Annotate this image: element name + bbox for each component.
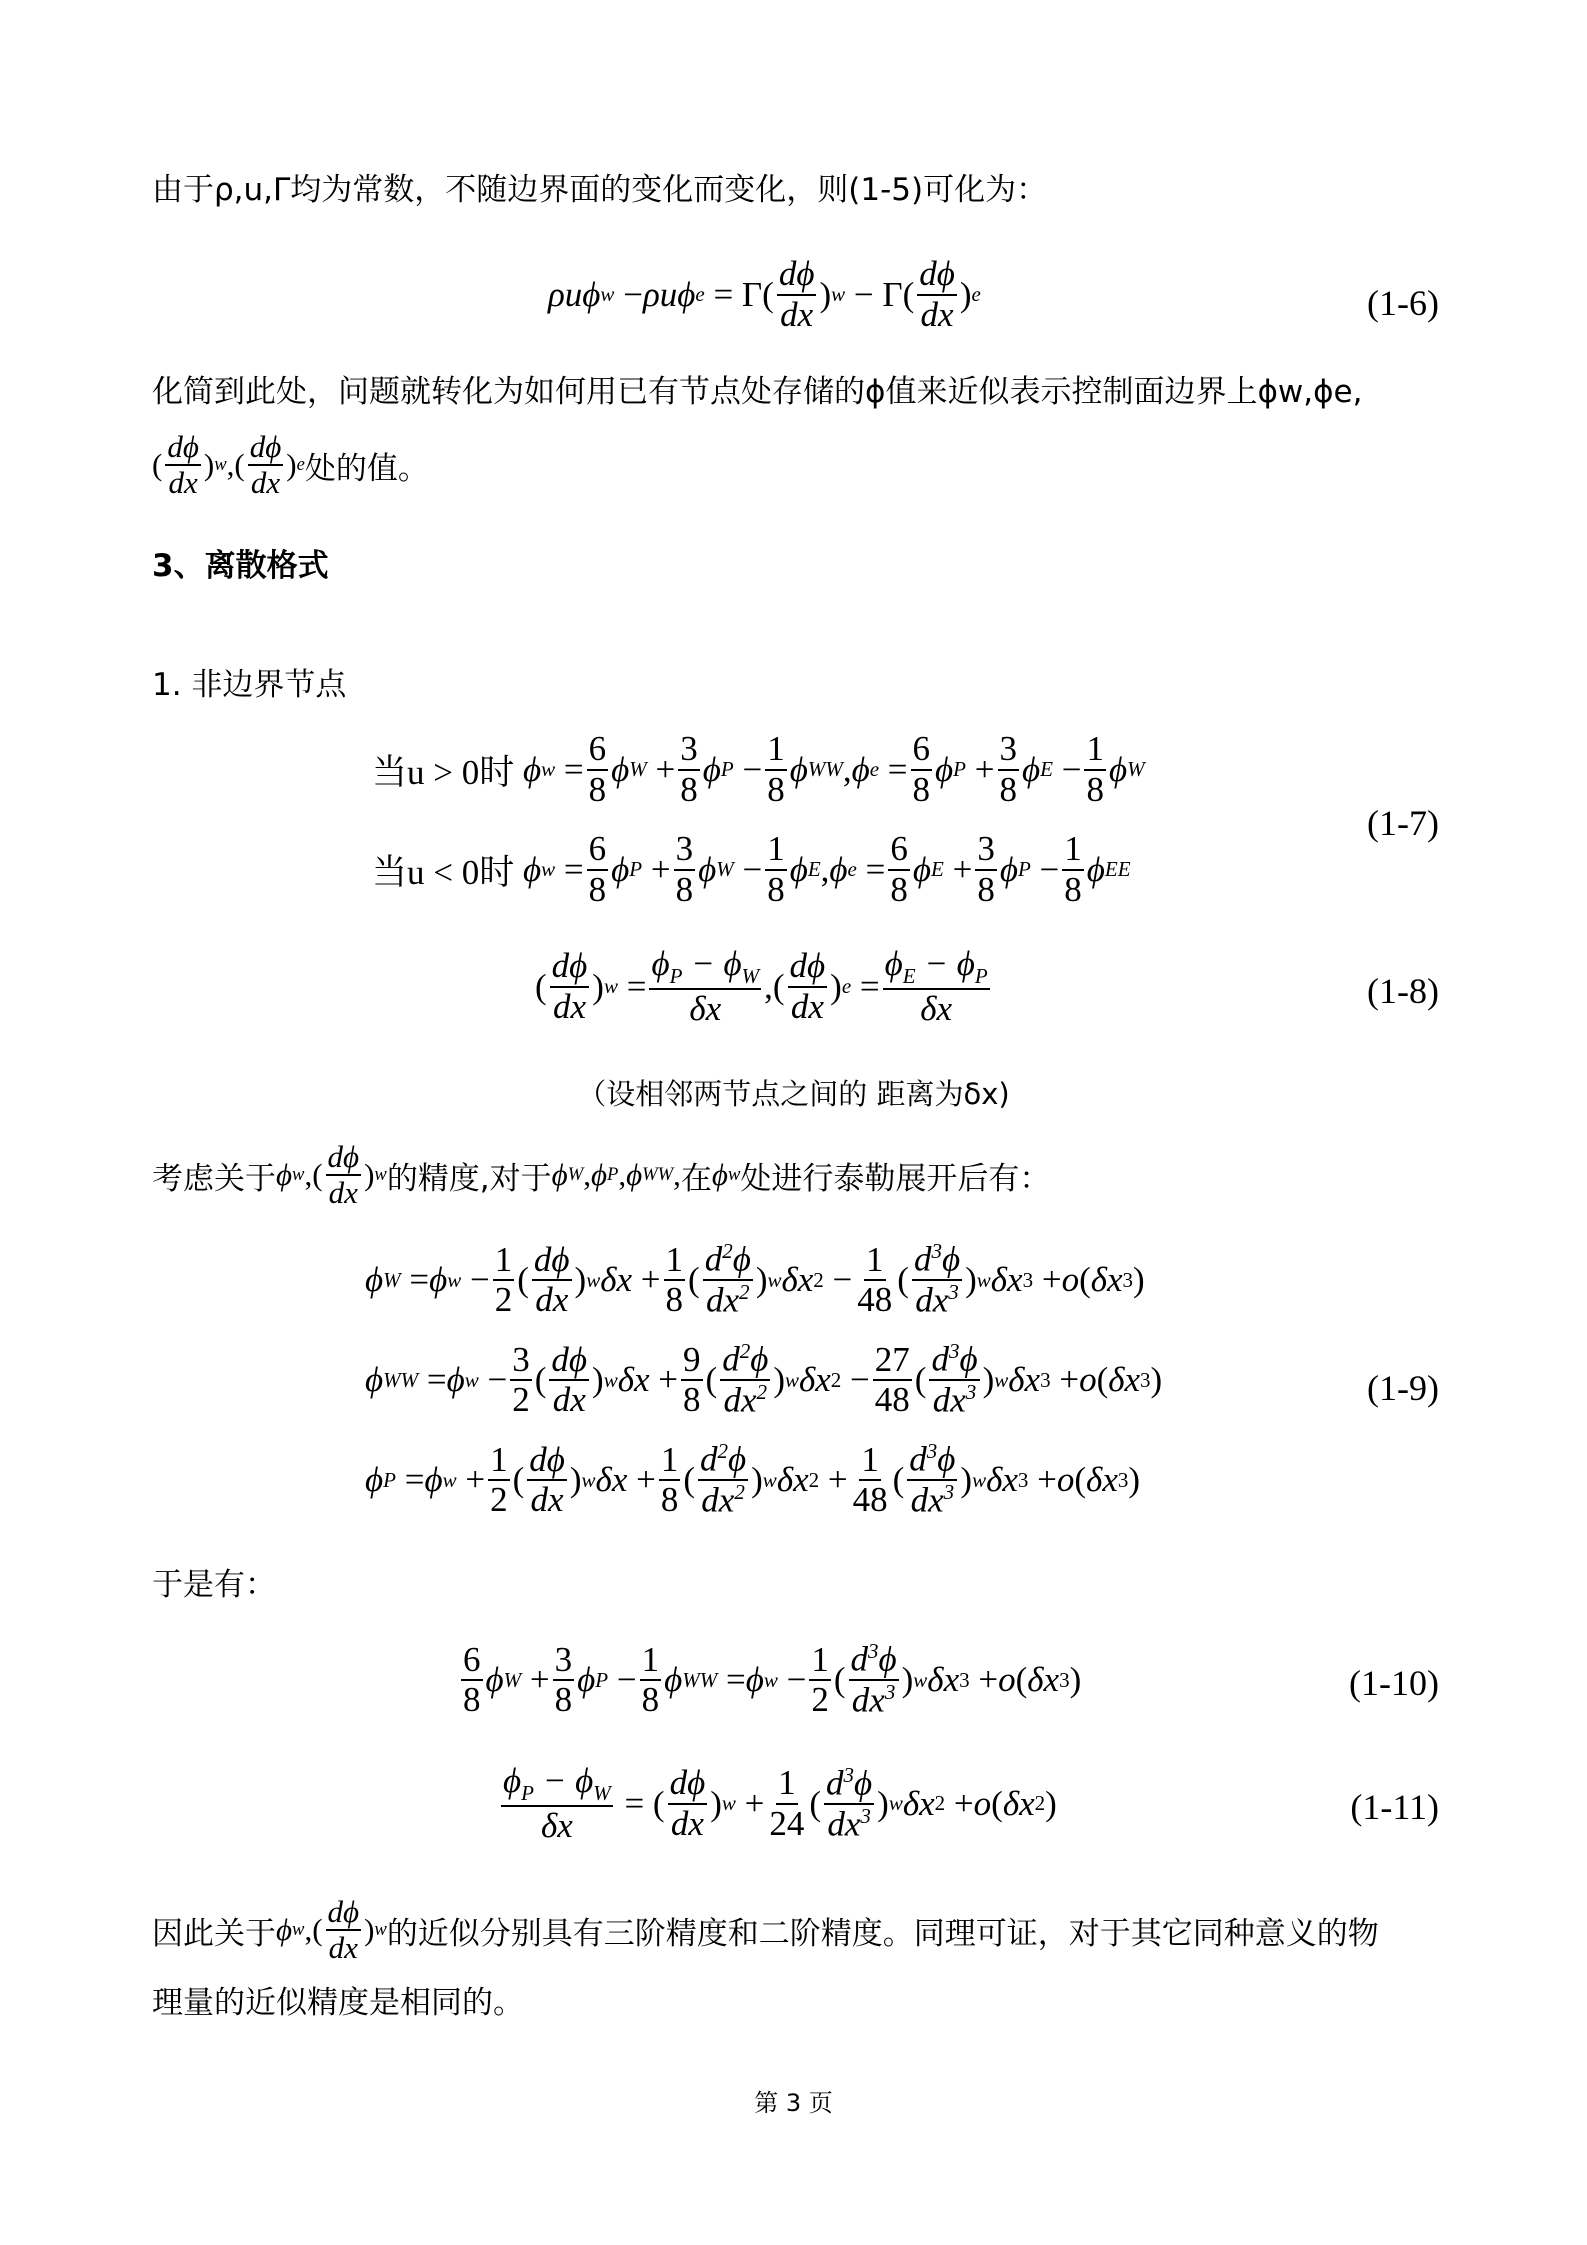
equation-1-7-line2: 当u < 0时 ϕ w = $\frac{6}{8}$ ϕ P + $\frac{3}{8}$ ϕ W − $\frac{1}{8}$ ϕ E , ϕ e = $\frac{6}{8}$ ϕ E + $\frac{3}{8}$ ϕ P − $\frac{1}{8}$ ϕ EE [372,829,1131,909]
equation-1-9-line2: ϕ WW = ϕ w − $\frac{3}{2}$ ( $\frac{d\phi}{dx}$ ) w δx + $\frac{9}{8}$ ( $\frac{d^2\phi}{dx^2}$ ) w δx 2 − $\frac{27}{48}$ ( $\frac{d^3\phi}{dx^3}$ ) w δx 3 + o ( δx 3 ) [365,1339,1163,1420]
list-item-non-boundary: 1. 非边界节点 [152,667,347,703]
eq-number-1-8: (1-8) [1367,971,1439,1011]
eq-number-1-9: (1-9) [1367,1368,1439,1408]
note-node-spacing: （设相邻两节点之间的 距离为δx) [577,1077,1010,1111]
section-heading-discretization: 3、离散格式 [152,548,329,584]
paragraph-conclusion: 因此关于 ϕ w ,( $\frac{d\phi}{dx}$ ) w 的近似分别具有三阶精度和二阶精度。同理可证，对于其它同种意义的物 [152,1894,1379,1966]
paragraph-constants: 由于ρ,u,Γ均为常数，不随边界面的变化而变化，则(1-5)可化为： [152,172,1048,208]
paragraph-accuracy: 考虑关于 ϕ w ,( $\frac{d\phi}{dx}$ ) w 的精度,对于 ϕ W , ϕ P , ϕ WW , 在 ϕ w 处进行泰勒展开后有： [152,1139,1051,1211]
paragraph-therefore: 于是有： [152,1567,276,1603]
paragraph-simplification-line2: ( $\frac{d\phi}{dx}$ ) w ,( $\frac{d\phi}{dx}$ ) e 处的值。 [152,429,429,501]
eq-number-1-6: (1-6) [1367,283,1439,323]
eq-number-1-7: (1-7) [1367,803,1439,843]
eq-number-1-11: (1-11) [1350,1787,1439,1827]
paragraph-conclusion-line2: 理量的近似精度是相同的。 [152,1985,524,2021]
paragraph-simplification: 化简到此处，问题就转化为如何用已有节点处存储的ϕ值来近似表示控制面边界上ϕw,ϕe, [152,374,1363,410]
equation-1-6: ρuϕ w − ρuϕ e = Γ( $\frac{d\phi}{dx}$ ) w − Γ( $\frac{d\phi}{dx}$ ) e [548,254,981,334]
eq-number-1-10: (1-10) [1349,1663,1439,1703]
equation-1-7-line1: 当u > 0时 ϕ w = $\frac{6}{8}$ ϕ W + $\frac{3}{8}$ ϕ P − $\frac{1}{8}$ ϕ WW , ϕ e = $\frac{6}{8}$ ϕ P + $\frac{3}{8}$ ϕ E − $\frac{1}{8}$ ϕ W [372,729,1145,809]
equation-1-9-line3: ϕ P = ϕ w + $\frac{1}{2}$ ( $\frac{d\phi}{dx}$ ) w δx + $\frac{1}{8}$ ( $\frac{d^2\phi}{dx^2}$ ) w δx 2 + $\frac{1}{48}$ ( $\frac{d^3\phi}{dx^3}$ ) w δx 3 + o ( δx 3 ) [365,1439,1141,1520]
equation-1-9-line1: ϕ W = ϕ w − $\frac{1}{2}$ ( $\frac{d\phi}{dx}$ ) w δx + $\frac{1}{8}$ ( $\frac{d^2\phi}{dx^2}$ ) w δx 2 − $\frac{1}{48}$ ( $\frac{d^3\phi}{dx^3}$ ) w δx 3 + o ( δx 3 ) [365,1239,1145,1320]
equation-1-10: $\frac{6}{8}$ ϕ W + $\frac{3}{8}$ ϕ P − $\frac{1}{8}$ ϕ WW = ϕ w − $\frac{1}{2}$ ( $\frac{d^3\phi}{dx^3}$ ) w δx 3 + o ( δx 3 ) [463,1639,1082,1720]
equation-1-8: ( $\frac{d\phi}{dx}$ ) w = $\frac{\phi_P - \phi_W}{\delta x}$ ,( $\frac{d\phi}{dx}$ ) e = $\frac{\phi_E - \phi_P}{\delta x}$ [535,944,988,1029]
equation-1-11: $\frac{\phi_P - \phi_W}{\delta x}$ = ( $\frac{d\phi}{dx}$ ) w + $\frac{1}{24}$ ( $\frac{d^3\phi}{dx^3}$ ) w δx 2 + o ( δx 2 ) [503,1761,1057,1846]
page-number: 第 3 页 [754,2089,833,2117]
